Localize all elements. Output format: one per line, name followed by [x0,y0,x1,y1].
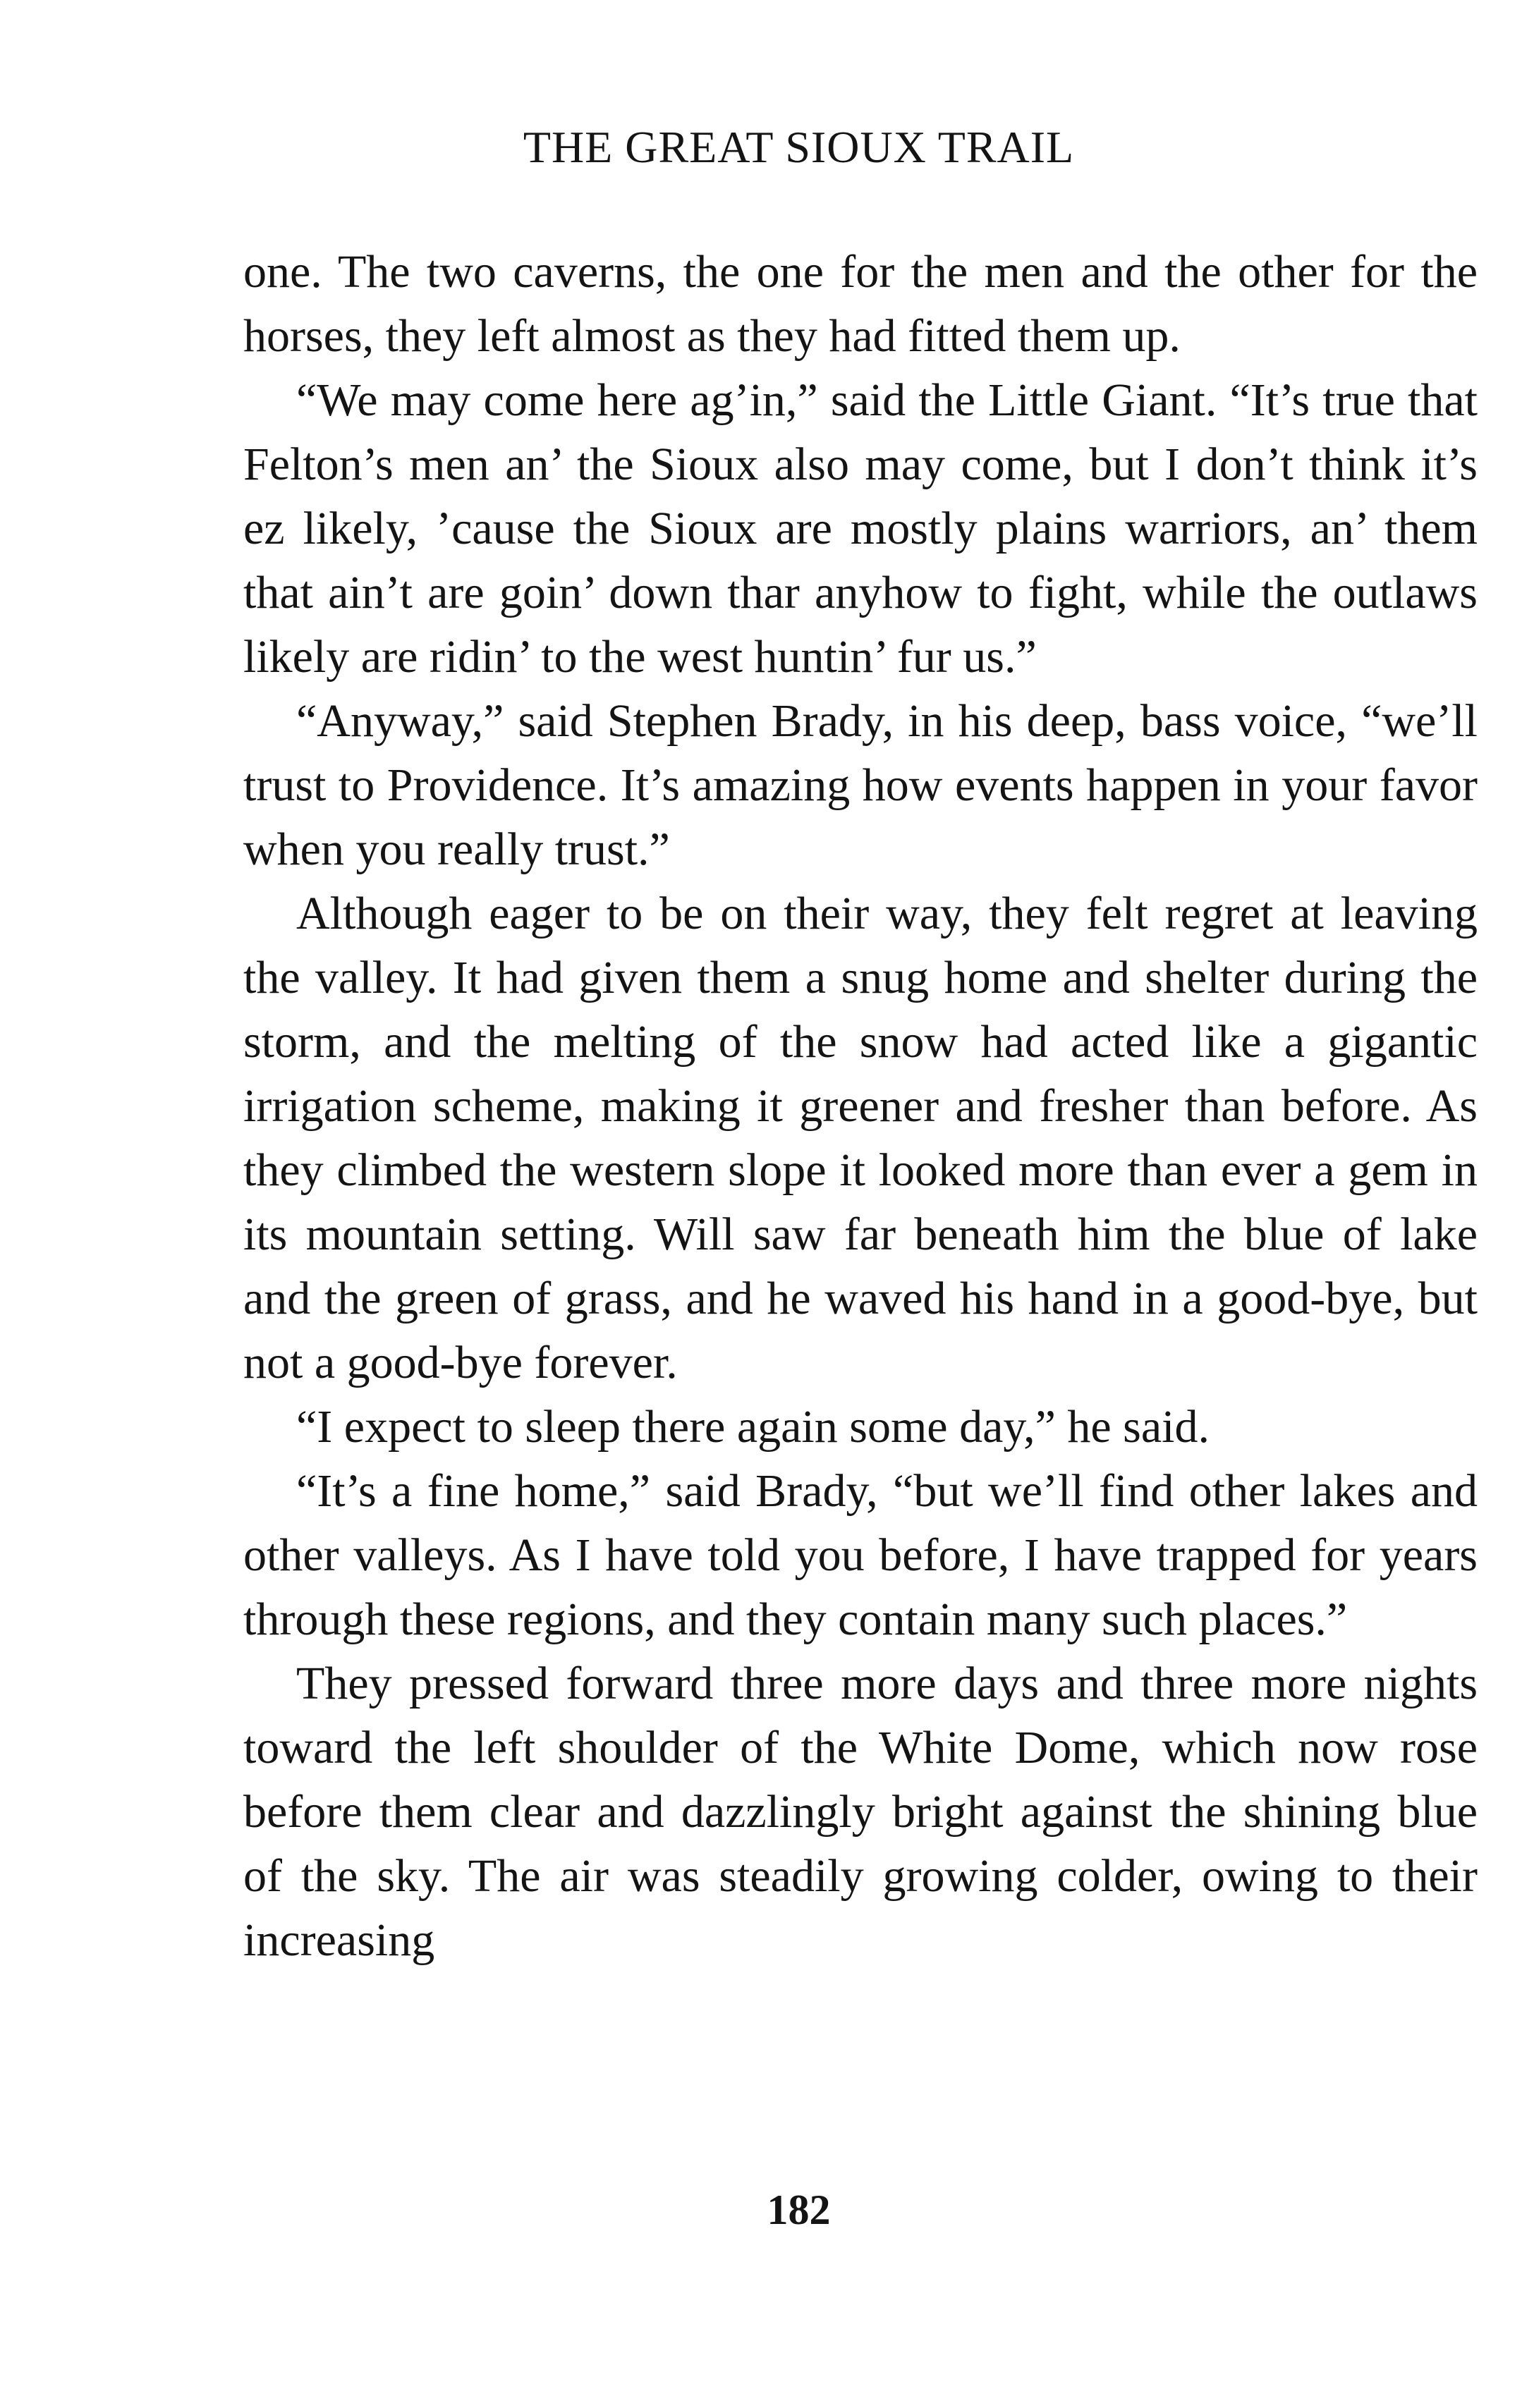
page-number: 182 [767,2187,831,2233]
paragraph: “I expect to sleep there again some day,” he said. [296,1401,1210,1453]
paragraph-continued: one. The two caverns, the one for the men and the other for the horses, they left almost as they had fitted them up. [243,246,1478,362]
paragraph: Although eager to be on their way, they felt regret at leaving the valley. It had given them a snug home and shelter during the storm, and the melting of the snow had acted like a gigantic irrigation scheme, making it greener and fresher than before. As they climbed the western slope it looked more than ever a gem in its mountain setting. Will saw far beneath him the blue of lake and the green of grass, and he waved his hand in a good-bye, but not a good-bye forever. [243,888,1478,1388]
running-head: THE GREAT SIOUX TRAIL [523,122,1075,172]
paragraph: “It’s a fine home,” said Brady, “but we’ll find other lakes and other valleys. As I have told you before, I have trapped for years through these regions, and they contain many such places.” [243,1465,1478,1645]
body-text [243,240,1478,1972]
paragraph: They pressed forward three more days and three more nights toward the left shoulder of the White Dome, which now rose before them clear and dazzlingly bright against the shining blue of the sky. The air was steadily growing colder, owing to their increasing [243,1658,1478,1966]
paragraph: “Anyway,” said Stephen Brady, in his deep, bass voice, “we’ll trust to Providence. It’s amazing how events happen in your favor when you really trust.” [243,695,1478,875]
paragraph: “We may come here ag’in,” said the Little Giant. “It’s true that Felton’s men an’ the Sioux also may come, but I don’t think it’s ez likely, ’cause the Sioux are mostly plains warriors, an’ them that ain’t are goin’ down thar anyhow to fight, while the outlaws likely are ridin’ to the west huntin’ fur us.” [243,374,1478,683]
